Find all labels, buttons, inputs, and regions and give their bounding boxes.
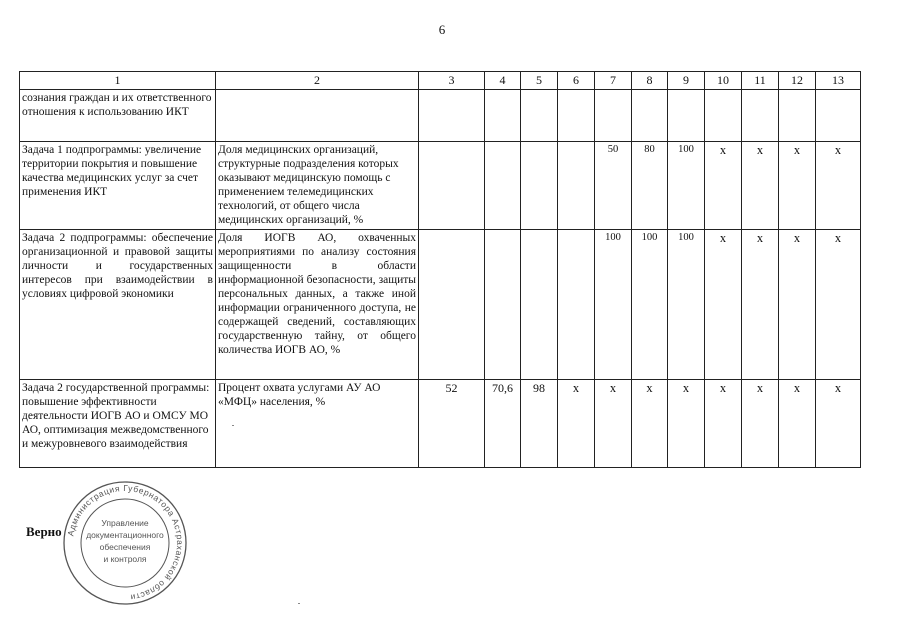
not-applicable-cell: х [668, 380, 705, 468]
not-applicable-cell: х [742, 142, 779, 230]
not-applicable-cell: х [816, 230, 861, 380]
not-applicable-cell: х [705, 230, 742, 380]
value-cell: 70,6 [485, 380, 521, 468]
value-cell [779, 90, 816, 142]
header-cell: 7 [595, 72, 632, 90]
header-cell: 3 [419, 72, 485, 90]
task-cell: Задача 2 подпрограммы: обеспечение организационной и правовой защиты личности и государственных интересов при взаимодействии в условиях цифровой экономики [20, 230, 216, 380]
not-applicable-cell: х [779, 142, 816, 230]
value-cell: 100 [632, 230, 668, 380]
verno-label: Верно [26, 524, 62, 539]
header-cell: 6 [558, 72, 595, 90]
header-cell: 4 [485, 72, 521, 90]
value-cell: 50 [595, 142, 632, 230]
header-cell: 2 [216, 72, 419, 90]
task-cell: сознания граждан и их ответственного отношения к использованию ИКТ [20, 90, 216, 142]
indicator-cell [216, 90, 419, 142]
value-cell: 52 [419, 380, 485, 468]
value-cell [521, 90, 558, 142]
value-cell [521, 230, 558, 380]
indicator-cell: Процент охвата услугами АУ АО «МФЦ» населения, % [216, 380, 419, 468]
table-row [20, 90, 861, 142]
not-applicable-cell: х [705, 142, 742, 230]
value-cell [816, 90, 861, 142]
value-cell [558, 230, 595, 380]
value-cell [742, 90, 779, 142]
svg-text:Администрация Губернатора Астр: Администрация Губернатора Астраханской области [65, 482, 186, 603]
header-cell: 12 [779, 72, 816, 90]
table-row [20, 380, 861, 468]
value-cell [485, 90, 521, 142]
value-cell [419, 230, 485, 380]
header-cell: 8 [632, 72, 668, 90]
value-cell [558, 142, 595, 230]
not-applicable-cell: х [742, 230, 779, 380]
value-cell: 80 [632, 142, 668, 230]
indicator-cell: Доля ИОГВ АО, охваченных мероприятиями по анализу состояния защищенности в области информационной безопасности, защиты персональных данных, а также иной информации ограниченного доступа, не содержащей сведений, составляющих государственную тайну, от общего количества ИОГВ АО, % [216, 230, 419, 380]
indicator-cell: Доля медицинских организаций, структурные подразделения которых оказывают медицинскую помощь с применением телемедицинских технологий, от общего числа медицинских организаций, % [216, 142, 419, 230]
header-cell: 11 [742, 72, 779, 90]
not-applicable-cell: х [595, 380, 632, 468]
not-applicable-cell: х [705, 380, 742, 468]
official-seal [60, 478, 190, 608]
value-cell [521, 142, 558, 230]
header-row [20, 72, 861, 90]
not-applicable-cell: х [779, 230, 816, 380]
svg-text:обеспечения: обеспечения [99, 542, 151, 552]
value-cell [705, 90, 742, 142]
task-cell: Задача 1 подпрограммы: увеличение территории покрытия и повышение качества медицинских услуг за счет применения ИКТ [20, 142, 216, 230]
value-cell [419, 90, 485, 142]
not-applicable-cell: х [816, 142, 861, 230]
header-cell: 5 [521, 72, 558, 90]
value-cell [558, 90, 595, 142]
value-cell [485, 142, 521, 230]
header-cell: 13 [816, 72, 861, 90]
value-cell [595, 90, 632, 142]
table-row [20, 142, 861, 230]
svg-text:и контроля: и контроля [103, 554, 147, 564]
not-applicable-cell: х [816, 380, 861, 468]
svg-text:документационного: документационного [86, 530, 164, 540]
task-cell: Задача 2 государственной программы: повышение эффективности деятельности ИОГВ АО и ОМСУ МО АО, оптимизация межведомственного и межуровневого взаимодействия [20, 380, 216, 468]
header-cell: 9 [668, 72, 705, 90]
table-row [20, 230, 861, 380]
value-cell: 100 [668, 230, 705, 380]
header-cell: 10 [705, 72, 742, 90]
svg-text:Управление: Управление [101, 518, 149, 528]
page-number: 6 [438, 22, 446, 37]
not-applicable-cell: х [632, 380, 668, 468]
not-applicable-cell: х [742, 380, 779, 468]
value-cell [419, 142, 485, 230]
value-cell [668, 90, 705, 142]
value-cell: 100 [668, 142, 705, 230]
value-cell [485, 230, 521, 380]
indicators-table [19, 71, 861, 468]
value-cell: 98 [521, 380, 558, 468]
value-cell: 100 [595, 230, 632, 380]
header-cell: 1 [20, 72, 216, 90]
not-applicable-cell: х [558, 380, 595, 468]
not-applicable-cell: х [779, 380, 816, 468]
value-cell [632, 90, 668, 142]
